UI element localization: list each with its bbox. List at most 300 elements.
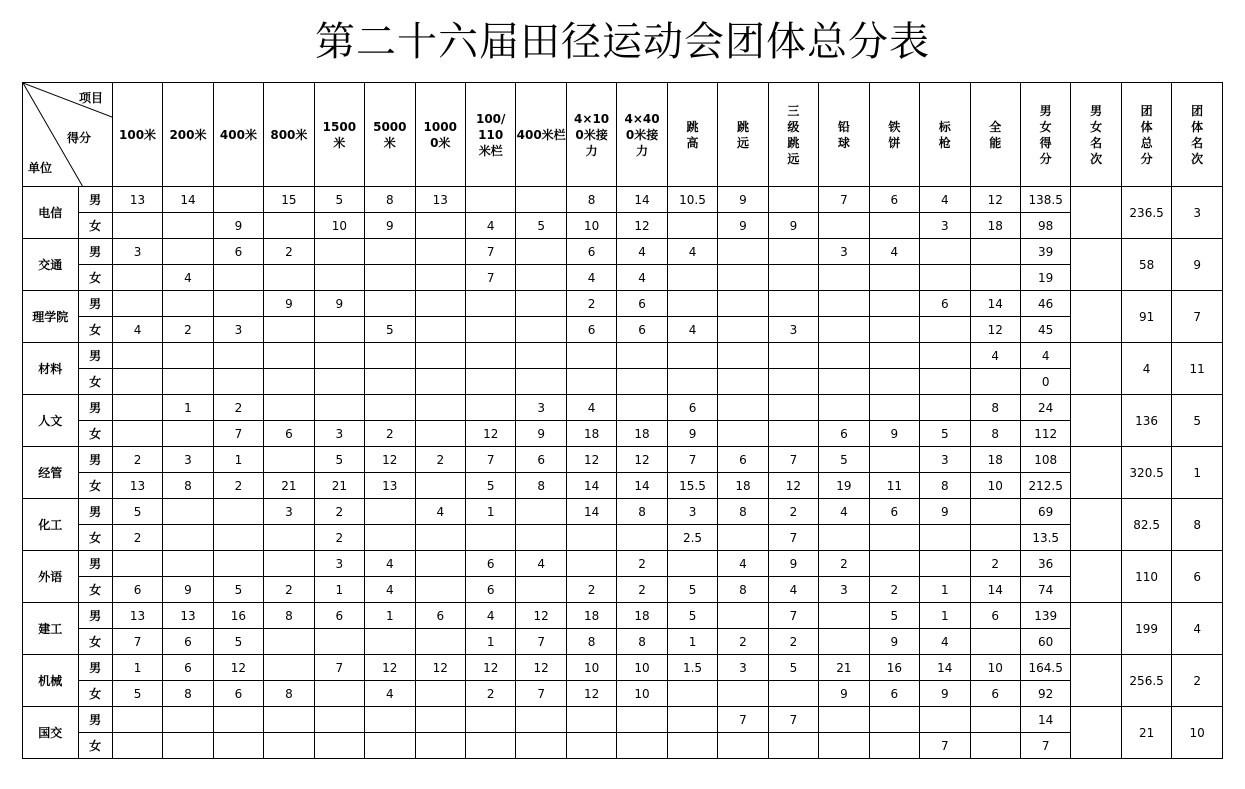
gender-total-cell: 36	[1020, 551, 1070, 577]
score-cell: 6	[566, 239, 616, 265]
score-cell	[920, 551, 970, 577]
score-cell	[970, 369, 1020, 395]
score-cell	[768, 265, 818, 291]
score-cell: 18	[617, 603, 667, 629]
table-row	[23, 551, 1223, 577]
score-cell: 9	[920, 681, 970, 707]
score-cell	[465, 525, 515, 551]
team-total-cell: 199	[1121, 603, 1171, 655]
score-cell	[768, 421, 818, 447]
score-cell: 9	[869, 629, 919, 655]
score-cell: 18	[617, 421, 667, 447]
score-cell: 2	[768, 499, 818, 525]
score-cell: 12	[970, 317, 1020, 343]
unit-name: 外语	[23, 551, 79, 603]
gender-label: 女	[78, 369, 112, 395]
score-cell	[163, 291, 213, 317]
gender-label: 男	[78, 343, 112, 369]
gender-label: 男	[78, 291, 112, 317]
score-cell: 14	[970, 291, 1020, 317]
score-cell: 6	[617, 291, 667, 317]
gender-label: 女	[78, 681, 112, 707]
score-cell	[112, 421, 162, 447]
score-cell	[718, 343, 768, 369]
score-cell: 1.5	[667, 655, 717, 681]
score-cell: 12	[415, 655, 465, 681]
score-cell	[163, 551, 213, 577]
score-cell	[869, 317, 919, 343]
score-cell: 13	[112, 603, 162, 629]
event-header-label: 200米	[169, 127, 207, 142]
score-cell: 9	[869, 421, 919, 447]
score-cell: 10	[617, 655, 667, 681]
score-cell	[718, 733, 768, 759]
event-header-label: 标枪	[938, 119, 951, 150]
score-cell	[465, 707, 515, 733]
score-cell	[718, 681, 768, 707]
score-cell	[213, 707, 263, 733]
score-cell	[415, 291, 465, 317]
score-cell: 9	[163, 577, 213, 603]
event-header	[718, 83, 768, 187]
score-cell	[819, 265, 869, 291]
event-header	[415, 83, 465, 187]
table-row	[23, 473, 1223, 499]
score-cell	[869, 395, 919, 421]
score-cell: 2	[264, 239, 314, 265]
score-cell	[819, 369, 869, 395]
score-cell	[920, 343, 970, 369]
score-cell	[213, 369, 263, 395]
score-cell	[112, 551, 162, 577]
score-cell	[465, 733, 515, 759]
score-cell: 2	[415, 447, 465, 473]
gender-label: 女	[78, 629, 112, 655]
gender-rank-cell	[1071, 447, 1121, 499]
score-cell: 9	[768, 213, 818, 239]
score-cell	[365, 369, 415, 395]
score-cell	[415, 317, 465, 343]
score-cell	[163, 733, 213, 759]
table-row	[23, 239, 1223, 265]
table-row	[23, 421, 1223, 447]
score-cell	[264, 551, 314, 577]
score-cell	[365, 291, 415, 317]
score-cell: 8	[718, 499, 768, 525]
score-cell	[718, 369, 768, 395]
score-cell	[718, 603, 768, 629]
score-cell	[465, 187, 515, 213]
team-rank-cell: 11	[1172, 343, 1223, 395]
score-cell	[768, 291, 818, 317]
score-cell: 6	[213, 239, 263, 265]
score-cell	[970, 239, 1020, 265]
score-cell	[365, 525, 415, 551]
score-cell	[920, 239, 970, 265]
score-cell: 6	[112, 577, 162, 603]
unit-name: 经管	[23, 447, 79, 499]
score-cell: 1	[465, 499, 515, 525]
gender-label: 男	[78, 655, 112, 681]
score-cell	[516, 291, 566, 317]
score-cell	[718, 317, 768, 343]
score-cell	[516, 525, 566, 551]
score-cell: 4	[617, 239, 667, 265]
score-cell	[819, 213, 869, 239]
team-rank-cell: 10	[1172, 707, 1223, 759]
score-cell	[566, 733, 616, 759]
score-cell: 10	[970, 655, 1020, 681]
event-header-label: 4×400米接力	[624, 111, 660, 158]
score-cell: 14	[920, 655, 970, 681]
score-cell	[415, 343, 465, 369]
score-cell	[667, 369, 717, 395]
gender-label: 男	[78, 395, 112, 421]
gender-label: 女	[78, 265, 112, 291]
score-cell: 4	[112, 317, 162, 343]
score-cell: 5	[213, 577, 263, 603]
score-cell: 12	[516, 603, 566, 629]
gender-total-header-label: 男女得分	[1039, 103, 1052, 166]
score-cell: 2	[213, 395, 263, 421]
score-cell: 6	[566, 317, 616, 343]
score-cell	[516, 707, 566, 733]
score-cell	[667, 213, 717, 239]
score-cell: 5	[920, 421, 970, 447]
score-cell	[213, 343, 263, 369]
score-cell: 7	[516, 681, 566, 707]
score-cell: 6	[465, 577, 515, 603]
score-cell	[163, 369, 213, 395]
event-header-label: 10000米	[423, 119, 457, 150]
score-cell: 3	[516, 395, 566, 421]
event-header	[819, 83, 869, 187]
score-cell	[819, 525, 869, 551]
score-cell	[264, 707, 314, 733]
score-cell: 14	[566, 499, 616, 525]
score-cell: 5	[112, 499, 162, 525]
score-cell: 12	[566, 681, 616, 707]
score-cell: 13	[163, 603, 213, 629]
score-cell: 6	[516, 447, 566, 473]
corner-event-label: 项目	[79, 91, 104, 105]
score-cell	[869, 369, 919, 395]
unit-name: 国交	[23, 707, 79, 759]
score-cell	[920, 395, 970, 421]
score-cell	[465, 291, 515, 317]
event-header	[213, 83, 263, 187]
table-row	[23, 655, 1223, 681]
event-header	[566, 83, 616, 187]
score-cell: 9	[718, 187, 768, 213]
score-cell	[819, 317, 869, 343]
score-cell: 5	[314, 447, 364, 473]
score-cell: 10	[566, 213, 616, 239]
score-cell	[112, 291, 162, 317]
score-cell	[920, 369, 970, 395]
score-cell: 9	[365, 213, 415, 239]
team-rank-cell: 9	[1172, 239, 1223, 291]
score-cell: 12	[213, 655, 263, 681]
score-cell	[213, 733, 263, 759]
score-cell	[264, 655, 314, 681]
gender-label: 女	[78, 421, 112, 447]
gender-rank-cell	[1071, 499, 1121, 551]
score-cell: 16	[869, 655, 919, 681]
score-cell	[365, 733, 415, 759]
score-cell	[516, 577, 566, 603]
score-cell	[365, 499, 415, 525]
gender-total-cell: 139	[1020, 603, 1070, 629]
score-cell: 18	[718, 473, 768, 499]
gender-total-cell: 69	[1020, 499, 1070, 525]
score-cell	[819, 343, 869, 369]
event-header-label: 1500米	[322, 119, 357, 150]
score-cell: 7	[768, 447, 818, 473]
score-cell	[970, 525, 1020, 551]
score-cell	[869, 525, 919, 551]
gender-total-cell: 212.5	[1020, 473, 1070, 499]
score-cell: 6	[869, 187, 919, 213]
score-cell: 10	[617, 681, 667, 707]
score-cell	[970, 499, 1020, 525]
score-cell: 13	[365, 473, 415, 499]
score-cell: 8	[718, 577, 768, 603]
score-cell: 9	[920, 499, 970, 525]
score-cell: 3	[264, 499, 314, 525]
gender-label: 男	[78, 447, 112, 473]
score-cell	[667, 343, 717, 369]
event-header-label: 4×100米接力	[574, 111, 610, 158]
score-cell	[112, 369, 162, 395]
score-cell: 4	[516, 551, 566, 577]
score-cell	[415, 239, 465, 265]
team-total-cell: 236.5	[1121, 187, 1171, 239]
score-cell: 9	[819, 681, 869, 707]
score-cell	[365, 239, 415, 265]
score-cell	[465, 395, 515, 421]
score-cell: 7	[465, 239, 515, 265]
score-cell: 11	[869, 473, 919, 499]
gender-total-cell: 14	[1020, 707, 1070, 733]
score-cell: 7	[768, 525, 818, 551]
score-cell: 2	[566, 577, 616, 603]
score-cell: 4	[617, 265, 667, 291]
score-cell: 8	[566, 629, 616, 655]
score-cell: 12	[465, 421, 515, 447]
score-cell: 3	[920, 447, 970, 473]
score-cell: 2	[768, 629, 818, 655]
score-cell	[617, 395, 667, 421]
unit-name: 材料	[23, 343, 79, 395]
score-cell: 2	[970, 551, 1020, 577]
score-cell	[314, 395, 364, 421]
score-cell	[112, 395, 162, 421]
score-cell	[415, 681, 465, 707]
score-cell	[768, 681, 818, 707]
score-cell	[415, 525, 465, 551]
score-cell: 7	[112, 629, 162, 655]
score-cell	[415, 473, 465, 499]
gender-rank-cell	[1071, 655, 1121, 707]
team-total-header	[1121, 83, 1171, 187]
score-cell	[819, 395, 869, 421]
score-cell	[112, 213, 162, 239]
event-header-label: 跳远	[736, 119, 749, 150]
score-cell: 3	[819, 577, 869, 603]
score-cell	[667, 733, 717, 759]
score-cell	[869, 265, 919, 291]
score-cell: 14	[617, 187, 667, 213]
gender-rank-cell	[1071, 187, 1121, 239]
gender-total-cell: 92	[1020, 681, 1070, 707]
score-cell	[314, 343, 364, 369]
gender-total-cell: 74	[1020, 577, 1070, 603]
gender-label: 女	[78, 577, 112, 603]
score-cell	[768, 239, 818, 265]
gender-label: 女	[78, 733, 112, 759]
score-cell	[163, 499, 213, 525]
score-cell	[314, 265, 364, 291]
event-header	[516, 83, 566, 187]
score-cell	[869, 343, 919, 369]
score-cell: 13	[112, 473, 162, 499]
score-cell: 9	[768, 551, 818, 577]
team-rank-cell: 2	[1172, 655, 1223, 707]
score-cell	[970, 629, 1020, 655]
gender-rank-cell	[1071, 603, 1121, 655]
score-cell: 21	[819, 655, 869, 681]
score-cell	[163, 525, 213, 551]
score-cell: 4	[920, 187, 970, 213]
score-cell	[264, 447, 314, 473]
team-total-cell: 110	[1121, 551, 1171, 603]
score-cell	[718, 525, 768, 551]
gender-total-cell: 19	[1020, 265, 1070, 291]
score-cell	[516, 187, 566, 213]
score-cell: 18	[970, 213, 1020, 239]
score-cell	[516, 733, 566, 759]
score-cell: 7	[516, 629, 566, 655]
score-cell	[264, 317, 314, 343]
team-total-cell: 320.5	[1121, 447, 1171, 499]
score-cell	[264, 733, 314, 759]
score-cell	[112, 265, 162, 291]
score-cell: 2	[617, 551, 667, 577]
score-cell: 3	[314, 421, 364, 447]
score-cell	[566, 707, 616, 733]
score-cell: 18	[970, 447, 1020, 473]
table-row	[23, 291, 1223, 317]
score-cell: 5	[314, 187, 364, 213]
gender-rank-cell	[1071, 551, 1121, 603]
score-cell: 18	[566, 421, 616, 447]
gender-total-cell: 138.5	[1020, 187, 1070, 213]
score-cell: 8	[516, 473, 566, 499]
score-cell: 5	[667, 603, 717, 629]
score-cell	[768, 395, 818, 421]
score-cell: 9	[264, 291, 314, 317]
score-cell: 3	[819, 239, 869, 265]
gender-rank-cell	[1071, 291, 1121, 343]
score-cell	[768, 733, 818, 759]
score-cell: 4	[667, 239, 717, 265]
score-cell: 13	[112, 187, 162, 213]
unit-name: 化工	[23, 499, 79, 551]
score-cell: 5	[667, 577, 717, 603]
score-cell: 12	[566, 447, 616, 473]
event-header	[970, 83, 1020, 187]
score-cell: 2.5	[667, 525, 717, 551]
event-header	[465, 83, 515, 187]
score-cell	[314, 707, 364, 733]
score-cell: 2	[566, 291, 616, 317]
table-row	[23, 525, 1223, 551]
score-cell	[516, 317, 566, 343]
score-cell	[920, 707, 970, 733]
score-cell: 6	[970, 603, 1020, 629]
score-cell	[415, 265, 465, 291]
gender-rank-cell	[1071, 395, 1121, 447]
score-cell: 6	[465, 551, 515, 577]
score-cell	[869, 213, 919, 239]
table-row	[23, 369, 1223, 395]
team-total-cell: 91	[1121, 291, 1171, 343]
table-row	[23, 265, 1223, 291]
score-cell: 5	[768, 655, 818, 681]
score-cell: 4	[667, 317, 717, 343]
score-cell: 14	[970, 577, 1020, 603]
table-row	[23, 317, 1223, 343]
score-cell: 7	[718, 707, 768, 733]
corner-unit-label: 单位	[28, 161, 53, 175]
score-cell	[314, 629, 364, 655]
score-cell: 5	[365, 317, 415, 343]
score-cell: 2	[869, 577, 919, 603]
score-cell: 4	[920, 629, 970, 655]
score-cell: 1	[112, 655, 162, 681]
score-cell: 8	[970, 421, 1020, 447]
table-row	[23, 395, 1223, 421]
score-cell: 2	[314, 525, 364, 551]
score-cell	[415, 577, 465, 603]
team-total-cell: 256.5	[1121, 655, 1171, 707]
gender-label: 男	[78, 499, 112, 525]
score-cell	[970, 707, 1020, 733]
score-cell	[465, 343, 515, 369]
score-cell	[819, 291, 869, 317]
score-cell: 3	[920, 213, 970, 239]
score-cell: 4	[970, 343, 1020, 369]
score-cell	[617, 733, 667, 759]
event-header-label: 100/110米栏	[475, 111, 506, 158]
score-cell	[465, 317, 515, 343]
gender-total-cell: 39	[1020, 239, 1070, 265]
score-cell: 6	[264, 421, 314, 447]
gender-label: 男	[78, 707, 112, 733]
event-header-label: 5000米	[373, 119, 407, 150]
score-cell: 2	[465, 681, 515, 707]
score-cell	[718, 395, 768, 421]
score-cell: 7	[819, 187, 869, 213]
score-cell: 8	[920, 473, 970, 499]
score-cell: 6	[415, 603, 465, 629]
gender-total-cell: 46	[1020, 291, 1070, 317]
score-cell: 4	[163, 265, 213, 291]
score-cell	[365, 343, 415, 369]
score-cell: 2	[264, 577, 314, 603]
gender-total-cell: 13.5	[1020, 525, 1070, 551]
